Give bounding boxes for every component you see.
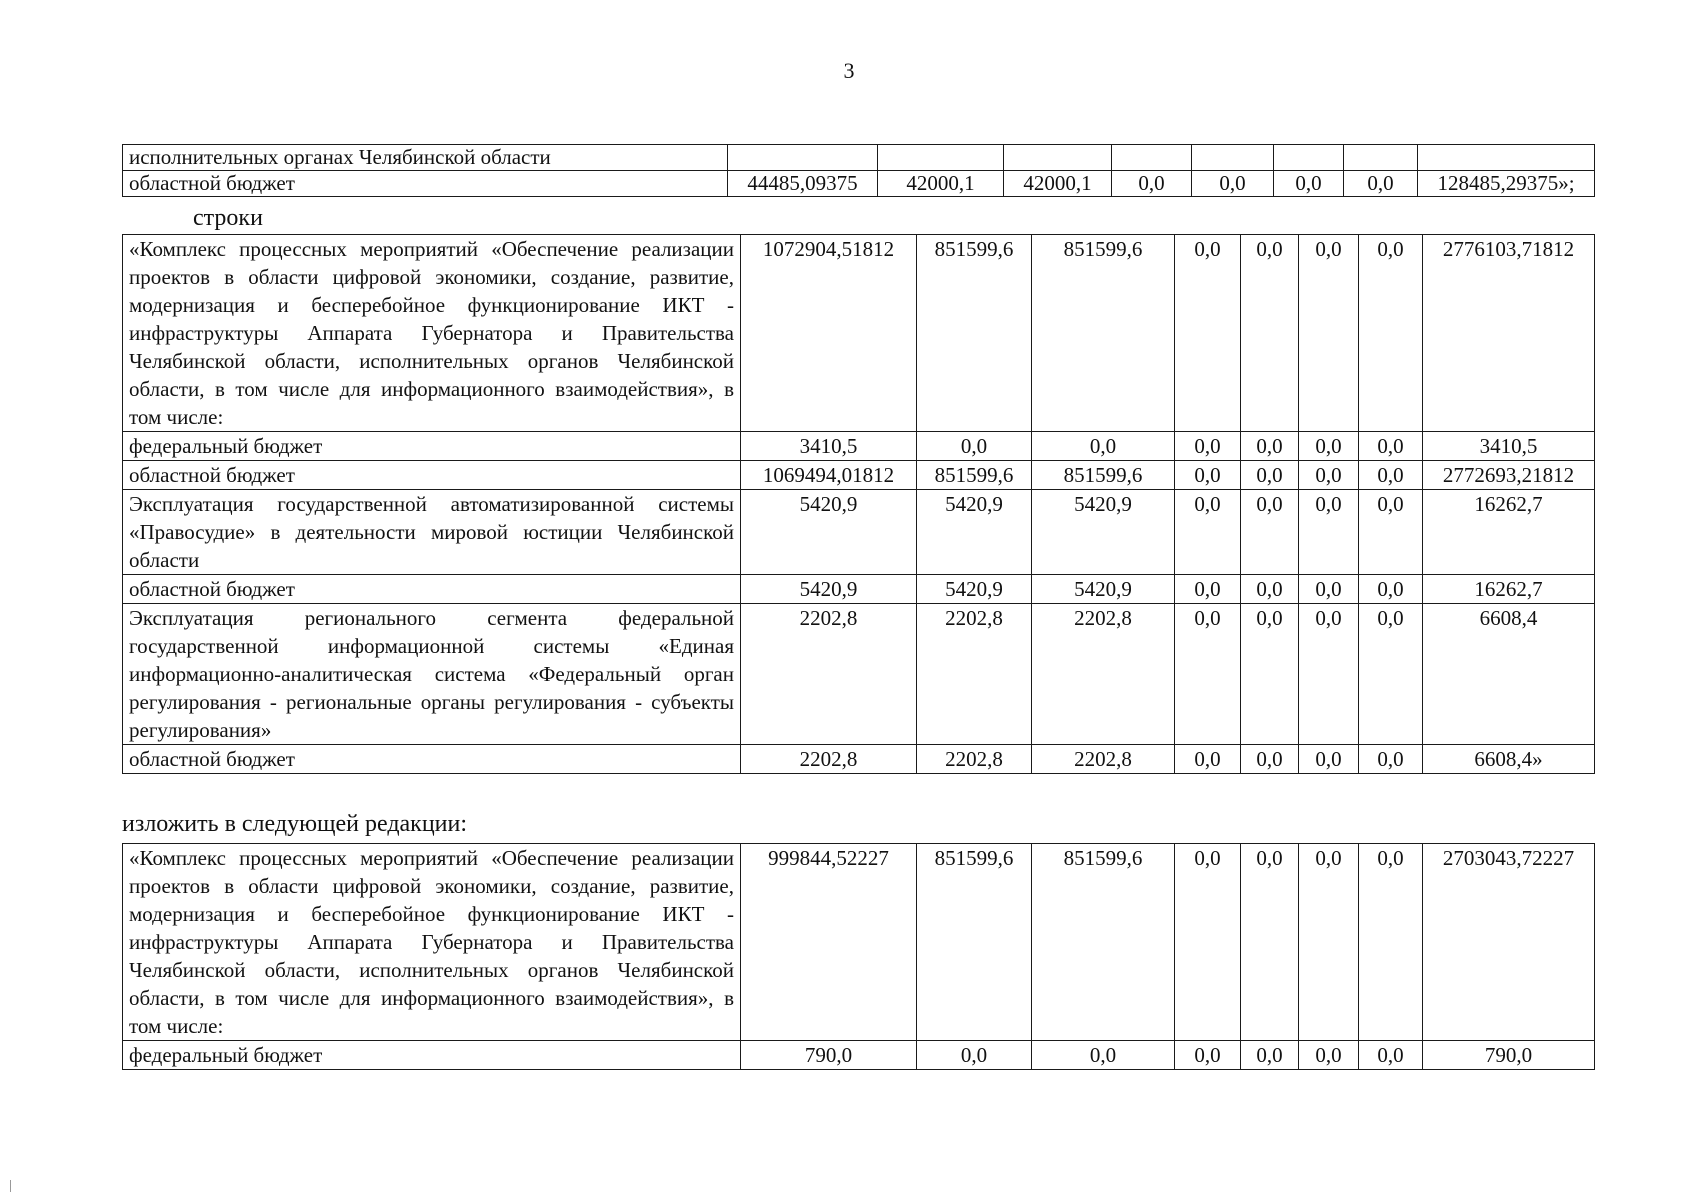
- row-label: федеральный бюджет: [123, 432, 741, 461]
- row-label: «Комплекс процессных мероприятий «Обеспечение реализации проектов в области цифровой экономики, создание, развитие, модернизация и бесперебойное функционирование ИКТ - инфраструктуры Аппарата Губернатора и Правительства Челябинской области, исполнительных органов Челябинской области, в том числе для информационного взаимодействия», в том числе:: [123, 844, 741, 1041]
- value-cell: 0,0: [1241, 604, 1299, 745]
- value-cell: 0,0: [1241, 235, 1299, 432]
- row-label: областной бюджет: [123, 745, 741, 774]
- row-label: Эксплуатация государственной автоматизированной системы «Правосудие» в деятельности мировой юстиции Челябинской области: [123, 490, 741, 575]
- value-cell: 0,0: [1359, 235, 1423, 432]
- value-cell: [1004, 145, 1112, 171]
- value-cell: [1112, 145, 1192, 171]
- row-label: областной бюджет: [123, 171, 728, 197]
- value-cell: 3410,5: [741, 432, 917, 461]
- value-cell: 0,0: [1299, 575, 1359, 604]
- value-cell: 5420,9: [1032, 575, 1175, 604]
- row-label: федеральный бюджет: [123, 1041, 741, 1070]
- value-cell: 0,0: [1359, 745, 1423, 774]
- value-cell: 44485,09375: [728, 171, 878, 197]
- value-cell: 0,0: [1359, 844, 1423, 1041]
- table-continuation: [122, 144, 1595, 197]
- value-cell: 851599,6: [917, 461, 1032, 490]
- value-cell: 0,0: [1359, 461, 1423, 490]
- table-row: [123, 1041, 1595, 1070]
- value-cell: 0,0: [1241, 461, 1299, 490]
- value-cell: 0,0: [1359, 432, 1423, 461]
- value-cell: 2202,8: [1032, 745, 1175, 774]
- value-cell: 851599,6: [1032, 461, 1175, 490]
- value-cell: 3410,5: [1423, 432, 1595, 461]
- value-cell: 2202,8: [741, 745, 917, 774]
- value-cell: 2202,8: [917, 604, 1032, 745]
- value-cell: 0,0: [917, 432, 1032, 461]
- value-cell: 5420,9: [917, 575, 1032, 604]
- row-label: Эксплуатация регионального сегмента федеральной государственной информационной системы «Единая информационно-аналитическая система «Федеральный орган регулирования - региональные органы регулирования - субъекты регулирования»: [123, 604, 741, 745]
- table-row: [123, 745, 1595, 774]
- table-row: [123, 844, 1595, 1041]
- caption-edit: изложить в следующей редакции:: [122, 811, 468, 837]
- value-cell: 0,0: [1299, 1041, 1359, 1070]
- row-label: исполнительных органах Челябинской области: [123, 145, 728, 171]
- value-cell: 0,0: [1359, 575, 1423, 604]
- value-cell: 5420,9: [1032, 490, 1175, 575]
- row-label: «Комплекс процессных мероприятий «Обеспечение реализации проектов в области цифровой экономики, создание, развитие, модернизация и бесперебойное функционирование ИКТ - инфраструктуры Аппарата Губернатора и Правительства Челябинской области, исполнительных органов Челябинской области, в том числе для информационного взаимодействия», в том числе:: [123, 235, 741, 432]
- value-cell: 6608,4»: [1423, 745, 1595, 774]
- table-old-version: [122, 234, 1595, 774]
- value-cell: 5420,9: [741, 575, 917, 604]
- value-cell: 42000,1: [878, 171, 1004, 197]
- value-cell: 0,0: [1299, 604, 1359, 745]
- value-cell: 0,0: [1241, 490, 1299, 575]
- value-cell: 2776103,71812: [1423, 235, 1595, 432]
- table-row: [123, 490, 1595, 575]
- value-cell: 0,0: [1359, 1041, 1423, 1070]
- value-cell: 851599,6: [1032, 844, 1175, 1041]
- value-cell: [1274, 145, 1344, 171]
- value-cell: [1192, 145, 1274, 171]
- value-cell: 999844,52227: [741, 844, 917, 1041]
- value-cell: 0,0: [1241, 432, 1299, 461]
- value-cell: 0,0: [917, 1041, 1032, 1070]
- value-cell: 0,0: [1192, 171, 1274, 197]
- value-cell: 0,0: [1241, 844, 1299, 1041]
- value-cell: 16262,7: [1423, 575, 1595, 604]
- value-cell: 0,0: [1359, 604, 1423, 745]
- value-cell: 0,0: [1299, 235, 1359, 432]
- table-row: [123, 171, 1595, 197]
- value-cell: 0,0: [1175, 235, 1241, 432]
- value-cell: 0,0: [1112, 171, 1192, 197]
- value-cell: 0,0: [1344, 171, 1418, 197]
- value-cell: 0,0: [1299, 461, 1359, 490]
- value-cell: 0,0: [1032, 1041, 1175, 1070]
- value-cell: [1344, 145, 1418, 171]
- value-cell: 0,0: [1359, 490, 1423, 575]
- value-cell: 2202,8: [741, 604, 917, 745]
- table-row: [123, 235, 1595, 432]
- value-cell: 128485,29375»;: [1418, 171, 1595, 197]
- value-cell: 0,0: [1175, 604, 1241, 745]
- row-label: областной бюджет: [123, 461, 741, 490]
- value-cell: 851599,6: [917, 844, 1032, 1041]
- value-cell: 2202,8: [917, 745, 1032, 774]
- value-cell: 0,0: [1175, 1041, 1241, 1070]
- value-cell: 851599,6: [1032, 235, 1175, 432]
- value-cell: 42000,1: [1004, 171, 1112, 197]
- value-cell: 0,0: [1175, 745, 1241, 774]
- value-cell: [728, 145, 878, 171]
- value-cell: 0,0: [1274, 171, 1344, 197]
- value-cell: 0,0: [1299, 844, 1359, 1041]
- value-cell: 0,0: [1175, 575, 1241, 604]
- value-cell: 0,0: [1299, 745, 1359, 774]
- row-label: областной бюджет: [123, 575, 741, 604]
- value-cell: 5420,9: [917, 490, 1032, 575]
- value-cell: 0,0: [1299, 490, 1359, 575]
- value-cell: 2202,8: [1032, 604, 1175, 745]
- value-cell: 0,0: [1241, 745, 1299, 774]
- table-row: [123, 575, 1595, 604]
- value-cell: 851599,6: [917, 235, 1032, 432]
- table-new-version: [122, 843, 1595, 1070]
- value-cell: 790,0: [1423, 1041, 1595, 1070]
- value-cell: 2772693,21812: [1423, 461, 1595, 490]
- value-cell: 0,0: [1175, 461, 1241, 490]
- value-cell: 6608,4: [1423, 604, 1595, 745]
- value-cell: 1072904,51812: [741, 235, 917, 432]
- value-cell: 0,0: [1175, 432, 1241, 461]
- value-cell: 0,0: [1241, 575, 1299, 604]
- table-row: [123, 145, 1595, 171]
- table-row: [123, 432, 1595, 461]
- caption-lines: строки: [193, 205, 263, 231]
- value-cell: 0,0: [1032, 432, 1175, 461]
- value-cell: [1418, 145, 1595, 171]
- value-cell: 0,0: [1241, 1041, 1299, 1070]
- value-cell: 0,0: [1175, 490, 1241, 575]
- table-row: [123, 461, 1595, 490]
- value-cell: [878, 145, 1004, 171]
- page-number: 3: [843, 58, 855, 83]
- value-cell: 0,0: [1175, 844, 1241, 1041]
- table-row: [123, 604, 1595, 745]
- value-cell: 2703043,72227: [1423, 844, 1595, 1041]
- value-cell: 0,0: [1299, 432, 1359, 461]
- value-cell: 16262,7: [1423, 490, 1595, 575]
- value-cell: 5420,9: [741, 490, 917, 575]
- value-cell: 1069494,01812: [741, 461, 917, 490]
- scan-margin-mark: [10, 1180, 11, 1192]
- value-cell: 790,0: [741, 1041, 917, 1070]
